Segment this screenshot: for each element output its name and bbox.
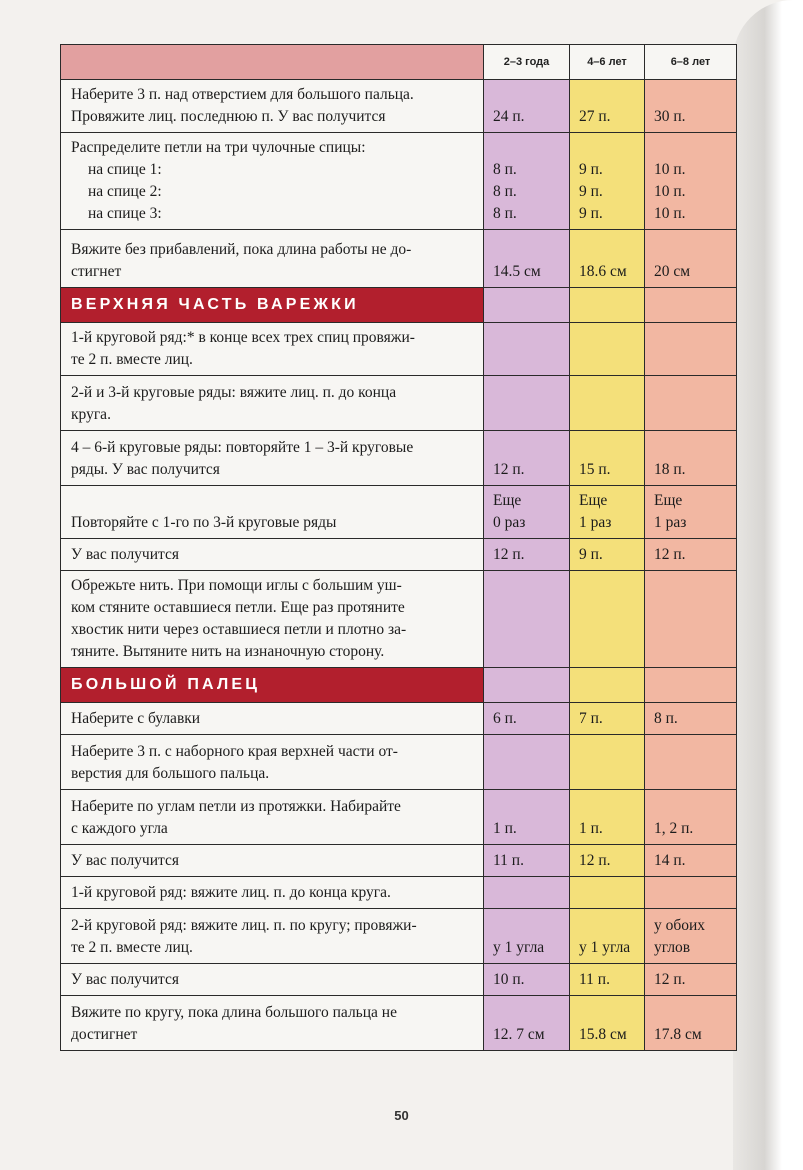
value-cell-6-8 (645, 431, 737, 486)
page-edge (733, 0, 803, 1170)
page-number: 50 (394, 1108, 409, 1123)
value-line: 10 п. (654, 161, 686, 178)
value-line: 8 п. (493, 161, 517, 178)
value-cell-2-3 (484, 486, 570, 539)
value-line: Еще (654, 492, 683, 509)
value-cell-4-6 (570, 790, 645, 845)
value-line: 10 п. (654, 205, 686, 222)
value-cell-2-3 (484, 735, 570, 790)
table-row (61, 996, 737, 1051)
instruction-cell (61, 323, 484, 376)
value-line: 12 п. (493, 461, 525, 478)
table-row (61, 376, 737, 431)
value-line: 1 п. (493, 820, 517, 837)
value-line: 12. 7 см (493, 1026, 545, 1043)
instruction-cell (61, 539, 484, 571)
value-cell-4-6 (570, 133, 645, 230)
value-cell-6-8 (645, 964, 737, 996)
value-line: 15.8 см (579, 1026, 627, 1043)
header-blank-cell (61, 45, 484, 80)
value-cell-6-8 (645, 790, 737, 845)
table-row (61, 323, 737, 376)
table-row (61, 845, 737, 877)
value-cell-2-3 (484, 230, 570, 288)
value-cell-2-3 (484, 703, 570, 735)
table-row (61, 571, 737, 668)
value-line: 8 п. (493, 183, 517, 200)
value-line: 8 п. (654, 710, 678, 727)
instruction-cell (61, 486, 484, 539)
section-title-top-of-mitten: ВЕРХНЯЯ ЧАСТЬ ВАРЕЖКИ (61, 288, 484, 323)
instruction-line: 4 – 6-й круговые ряды: повторяйте 1 – 3-й круговые (71, 439, 414, 456)
value-cell-6-8 (645, 571, 737, 668)
instruction-line: 2-й круговой ряд: вяжите лиц. п. по кругу; провяжи- (71, 917, 417, 934)
value-line: 7 п. (579, 710, 603, 727)
table-row (61, 790, 737, 845)
instruction-line: Наберите по углам петли из протяжки. Набирайте (71, 798, 401, 815)
value-cell-6-8 (645, 486, 737, 539)
value-cell-4-6 (570, 996, 645, 1051)
section-row (61, 668, 737, 703)
value-line: у 1 угла (579, 939, 631, 956)
instruction-cell (61, 845, 484, 877)
instruction-line: Наберите 3 п. с наборного края верхней части от- (71, 743, 398, 760)
value-line: 24 п. (493, 108, 525, 125)
value-line: 1, 2 п. (654, 820, 694, 837)
value-cell-6-8 (645, 845, 737, 877)
value-cell-4-6 (570, 909, 645, 964)
value-cell-4-6 (570, 964, 645, 996)
value-cell-2-3 (484, 964, 570, 996)
table-row (61, 964, 737, 996)
value-line: 20 см (654, 263, 691, 280)
value-cell-4-6 (570, 230, 645, 288)
instruction-line: У вас получится (71, 852, 179, 869)
needle-label: на спице 1: (88, 161, 162, 178)
instruction-line: Наберите с булавки (71, 710, 201, 727)
table-row (61, 486, 737, 539)
value-line: Еще (493, 492, 522, 509)
value-cell-4-6 (570, 877, 645, 909)
value-line: 6 п. (493, 710, 517, 727)
instruction-line: Провяжите лиц. последнюю п. У вас получится (71, 108, 386, 125)
value-cell-2-3 (484, 845, 570, 877)
value-line: 1 раз (579, 514, 612, 531)
value-line: 9 п. (579, 205, 603, 222)
value-cell-4-6 (570, 431, 645, 486)
instruction-cell (61, 703, 484, 735)
value-line: 11 п. (493, 852, 524, 869)
value-line: 9 п. (579, 161, 603, 178)
value-cell-2-3 (484, 431, 570, 486)
value-cell-2-3 (484, 539, 570, 571)
value-cell-4-6 (570, 486, 645, 539)
value-cell-2-3 (484, 323, 570, 376)
value-line: 12 п. (654, 971, 686, 988)
instruction-line: Обрежьте нить. При помощи иглы с большим уш- (71, 577, 402, 594)
value-cell-6-8 (645, 230, 737, 288)
instruction-line: ком стяните оставшиеся петли. Еще раз протяните (71, 599, 405, 616)
instruction-cell (61, 877, 484, 909)
section-row (61, 288, 737, 323)
value-line: углов (654, 939, 691, 956)
value-cell-6-8 (645, 323, 737, 376)
value-line: 18.6 см (579, 263, 627, 280)
value-line: 15 п. (579, 461, 611, 478)
value-cell-4-6 (570, 323, 645, 376)
value-cell-2-3 (484, 571, 570, 668)
instruction-cell (61, 909, 484, 964)
instruction-line: те 2 п. вместе лиц. (71, 351, 193, 368)
value-line: 9 п. (579, 183, 603, 200)
instruction-cell (61, 431, 484, 486)
value-cell-4-6 (570, 539, 645, 571)
value-line: 17.8 см (654, 1026, 702, 1043)
instruction-line: достигнет (71, 1026, 138, 1043)
instruction-line: те 2 п. вместе лиц. (71, 939, 193, 956)
instruction-cell (61, 80, 484, 133)
value-line: 10 п. (654, 183, 686, 200)
value-cell-6-8 (645, 80, 737, 133)
instruction-line: Распределите петли на три чулочные спицы: (71, 139, 366, 156)
value-line: 30 п. (654, 108, 686, 125)
value-line: 14.5 см (493, 263, 541, 280)
value-line: 0 раз (493, 514, 526, 531)
section-title-thumb: БОЛЬШОЙ ПАЛЕЦ (61, 668, 484, 703)
needle-label: на спице 3: (88, 205, 162, 222)
instruction-line: ряды. У вас получится (71, 461, 220, 478)
value-cell-4-6 (570, 571, 645, 668)
value-line: 14 п. (654, 852, 686, 869)
instruction-line: 2-й и 3-й круговые ряды: вяжите лиц. п. до конца (71, 384, 397, 401)
header-row (61, 45, 737, 80)
value-cell-6-8 (645, 539, 737, 571)
value-cell-4-6 (570, 703, 645, 735)
value-line: 18 п. (654, 461, 686, 478)
value-line: 1 п. (579, 820, 603, 837)
age-col-4-6: 4–6 лет (570, 45, 645, 80)
value-line: 12 п. (579, 852, 611, 869)
value-cell-6-8 (645, 877, 737, 909)
instruction-line: верстия для большого пальца. (71, 765, 270, 782)
value-line: 27 п. (579, 108, 611, 125)
value-cell-6-8 (645, 996, 737, 1051)
value-cell-2-3 (484, 909, 570, 964)
instruction-line: стигнет (71, 263, 122, 280)
value-cell-2-3 (484, 133, 570, 230)
value-line: у 1 угла (493, 939, 545, 956)
instruction-line: с каждого угла (71, 820, 168, 837)
value-cell-4-6 (570, 735, 645, 790)
value-line: 12 п. (493, 546, 525, 563)
instruction-cell (61, 735, 484, 790)
value-cell-4-6 (570, 80, 645, 133)
instruction-line: 1-й круговой ряд: вяжите лиц. п. до конца круга. (71, 884, 391, 901)
instruction-cell (61, 571, 484, 668)
value-line: 9 п. (579, 546, 603, 563)
instruction-line: круга. (71, 406, 111, 423)
table-row (61, 80, 737, 133)
age-col-2-3: 2–3 года (484, 45, 570, 80)
table-row (61, 909, 737, 964)
instruction-cell (61, 230, 484, 288)
table-row (61, 133, 737, 230)
instruction-line: Наберите 3 п. над отверстием для большого пальца. (71, 86, 414, 103)
instruction-cell (61, 376, 484, 431)
table-row (61, 877, 737, 909)
value-line: Еще (579, 492, 608, 509)
value-cell-2-3 (484, 877, 570, 909)
value-cell-2-3 (484, 996, 570, 1051)
instruction-cell (61, 964, 484, 996)
value-cell-6-8 (645, 133, 737, 230)
table-row (61, 431, 737, 486)
value-cell-4-6 (570, 845, 645, 877)
value-cell-2-3 (484, 376, 570, 431)
table-row (61, 230, 737, 288)
value-cell-6-8 (645, 735, 737, 790)
instruction-line: У вас получится (71, 546, 179, 563)
value-line: у обоих (654, 917, 706, 934)
age-col-6-8: 6–8 лет (645, 45, 737, 80)
knitting-instructions-table (60, 44, 737, 1051)
value-cell-6-8 (645, 376, 737, 431)
instruction-line: У вас получится (71, 971, 179, 988)
value-cell-2-3 (484, 790, 570, 845)
instruction-cell (61, 996, 484, 1051)
value-line: 11 п. (579, 971, 610, 988)
instruction-line: 1-й круговой ряд:* в конце всех трех спиц провяжи- (71, 329, 415, 346)
instruction-line: Вяжите без прибавлений, пока длина работы не до- (71, 241, 412, 258)
instruction-line: Вяжите по кругу, пока длина большого пальца не (71, 1004, 397, 1021)
table-row (61, 539, 737, 571)
value-line: 10 п. (493, 971, 525, 988)
table-row (61, 703, 737, 735)
instruction-cell (61, 133, 484, 230)
instruction-line: Повторяйте с 1-го по 3-й круговые ряды (71, 514, 337, 531)
value-line: 8 п. (493, 205, 517, 222)
value-line: 1 раз (654, 514, 687, 531)
value-cell-2-3 (484, 80, 570, 133)
instruction-line: тяните. Вытяните нить на изнаночную сторону. (71, 643, 385, 660)
value-cell-4-6 (570, 376, 645, 431)
table-row (61, 735, 737, 790)
needle-label: на спице 2: (88, 183, 162, 200)
value-cell-6-8 (645, 909, 737, 964)
value-line: 12 п. (654, 546, 686, 563)
value-cell-6-8 (645, 703, 737, 735)
instruction-cell (61, 790, 484, 845)
instruction-line: хвостик нити через оставшиеся петли и плотно за- (71, 621, 407, 638)
